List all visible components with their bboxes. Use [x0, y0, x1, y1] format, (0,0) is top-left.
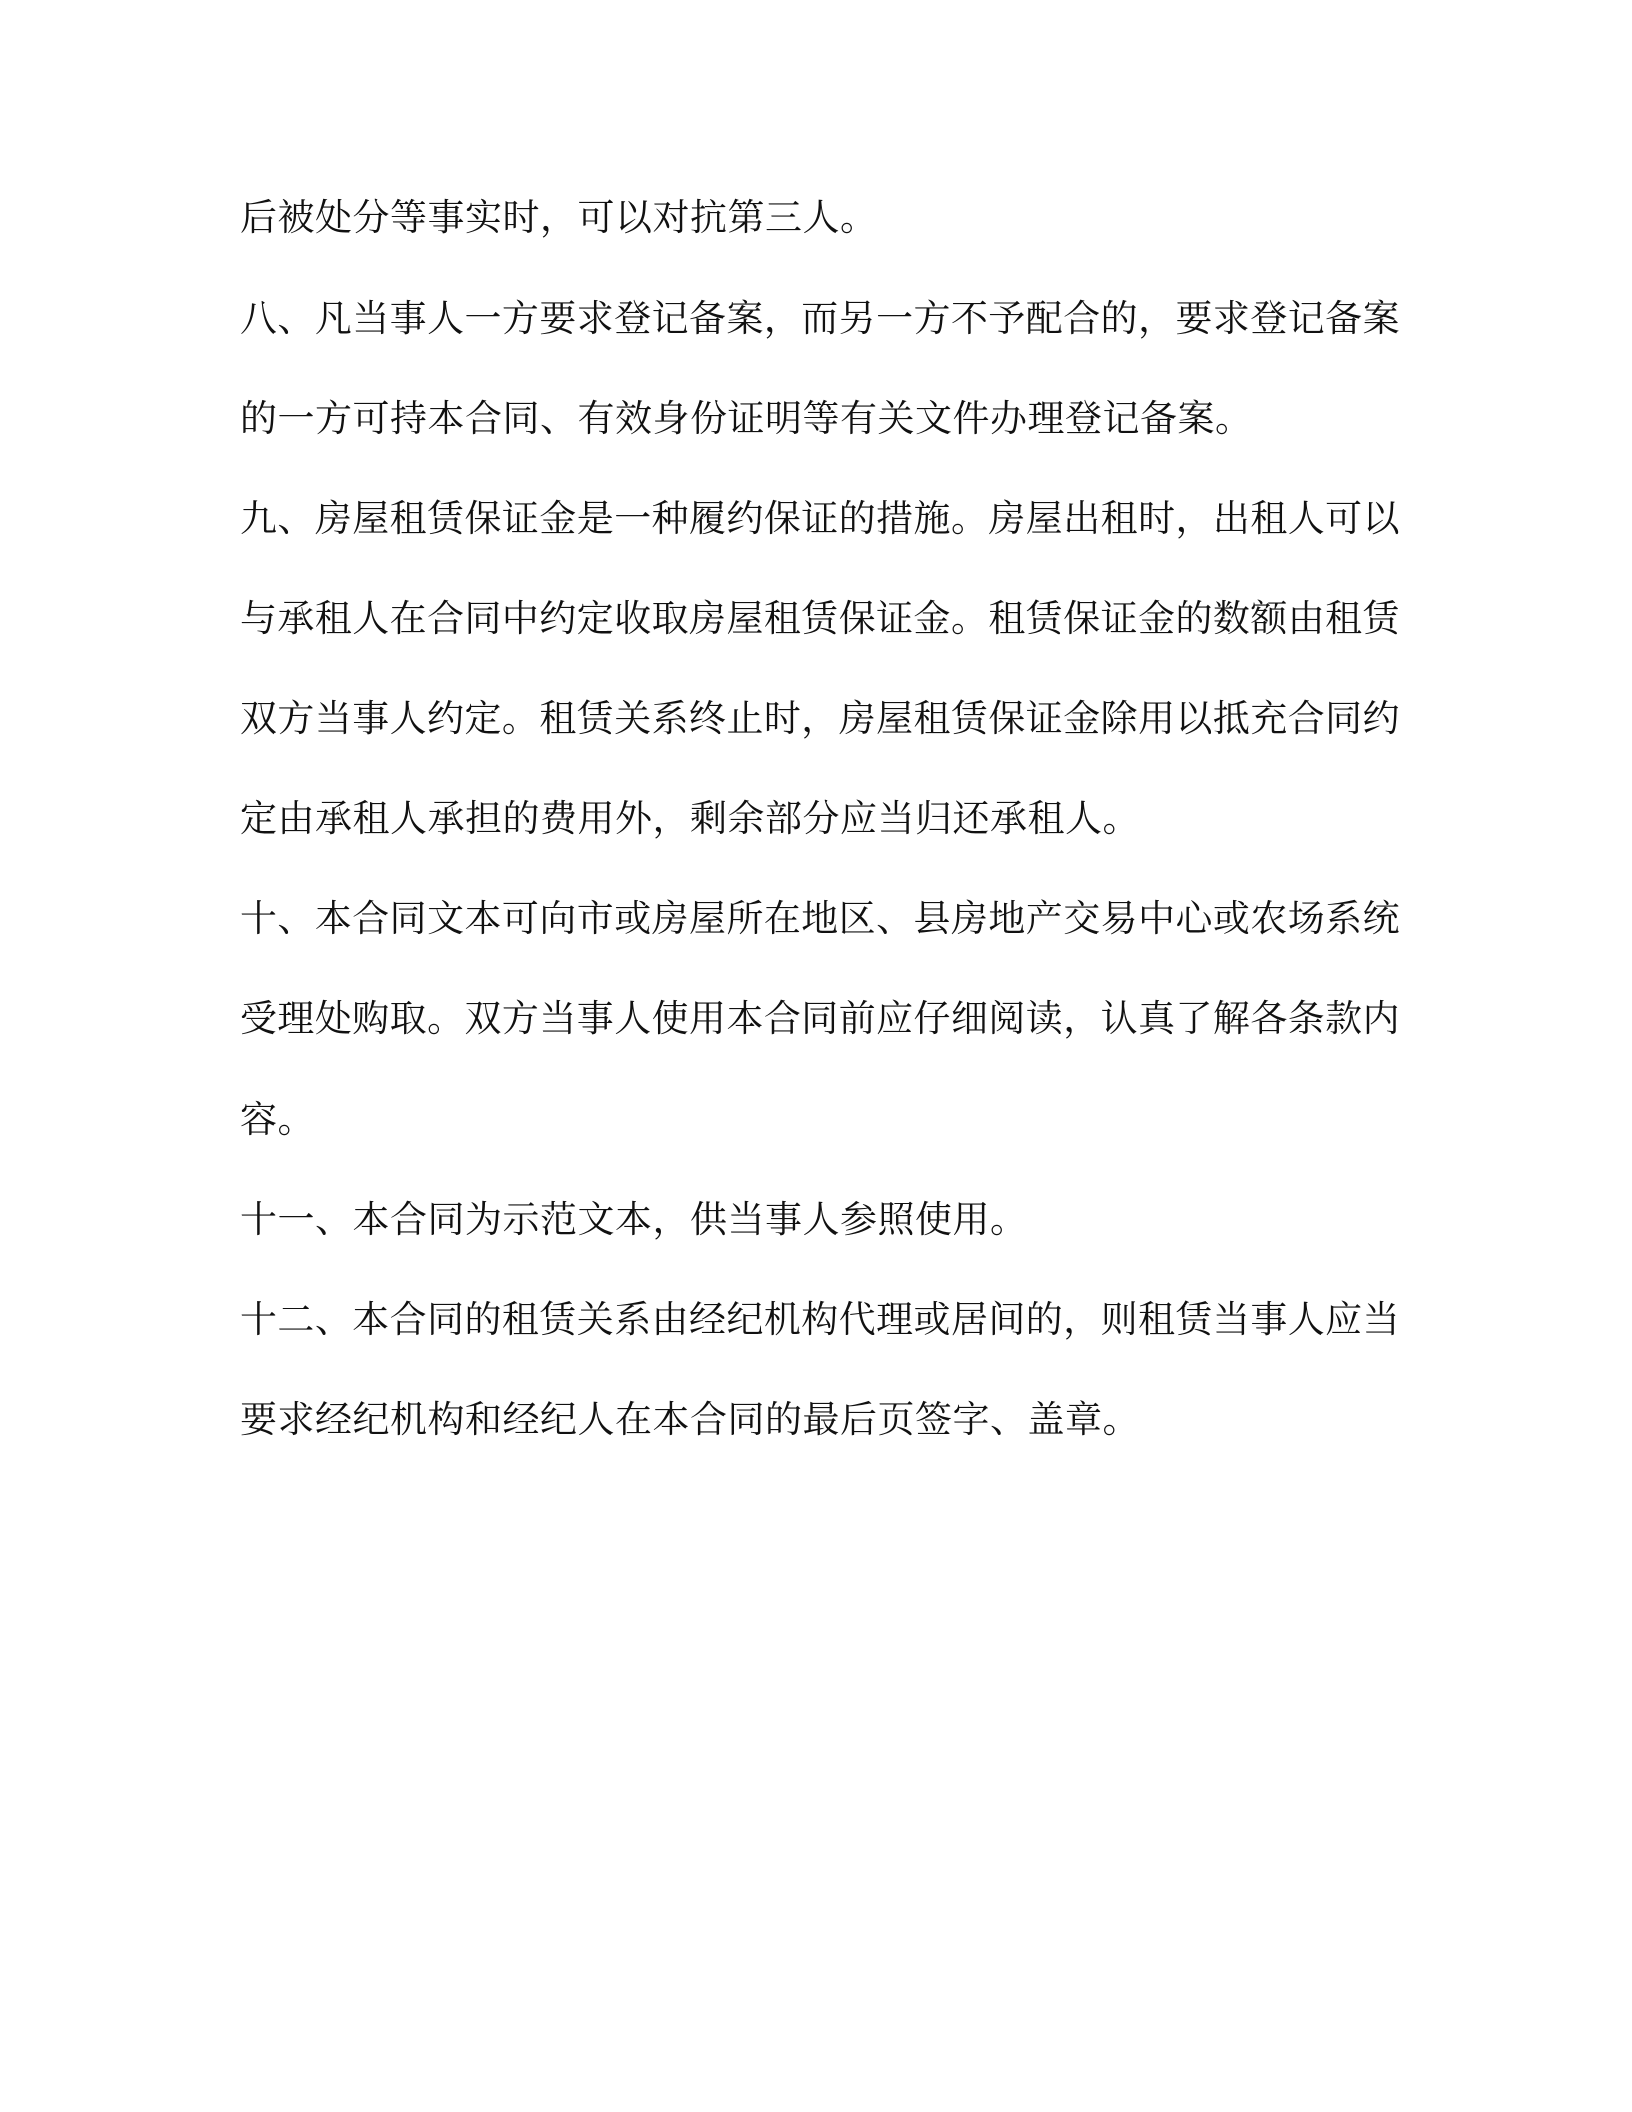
text-line [240, 1390, 1400, 1450]
text-line [240, 589, 1400, 649]
text-line [240, 789, 1400, 849]
text-line-content: 十二、本合同的租赁关系由经纪机构代理或居间的，则租赁当事人应当 [240, 1298, 1400, 1341]
text-line [240, 1190, 1400, 1250]
text-line-content: 八、凡当事人一方要求登记备案，而另一方不予配合的，要求登记备案 [240, 297, 1400, 340]
text-line [240, 389, 1400, 449]
text-line [240, 289, 1400, 349]
text-line-content: 定由承租人承担的费用外，剩余部分应当归还承租人。 [240, 797, 1140, 840]
text-line-content: 十、本合同文本可向市或房屋所在地区、县房地产交易中心或农场系统 [240, 897, 1400, 940]
text-line [240, 889, 1400, 949]
text-line-content: 与承租人在合同中约定收取房屋租赁保证金。租赁保证金的数额由租赁 [240, 597, 1400, 640]
text-line [240, 489, 1400, 549]
text-line [240, 689, 1400, 749]
text-line [240, 1090, 1400, 1150]
text-line-content: 后被处分等事实时，可以对抗第三人。 [240, 196, 878, 239]
text-line-content: 容。 [240, 1098, 315, 1141]
text-line-content: 双方当事人约定。租赁关系终止时，房屋租赁保证金除用以抵充合同约 [240, 697, 1400, 740]
text-line-content: 的一方可持本合同、有效身份证明等有关文件办理登记备案。 [240, 397, 1253, 440]
text-line-content: 要求经纪机构和经纪人在本合同的最后页签字、盖章。 [240, 1398, 1140, 1441]
text-line-content: 九、房屋租赁保证金是一种履约保证的措施。房屋出租时，出租人可以 [240, 497, 1400, 540]
text-line [240, 1290, 1400, 1350]
text-line [240, 989, 1400, 1049]
text-line-content: 十一、本合同为示范文本，供当事人参照使用。 [240, 1198, 1028, 1241]
text-line-content: 受理处购取。双方当事人使用本合同前应仔细阅读，认真了解各条款内 [240, 997, 1400, 1040]
text-line [240, 188, 1400, 248]
